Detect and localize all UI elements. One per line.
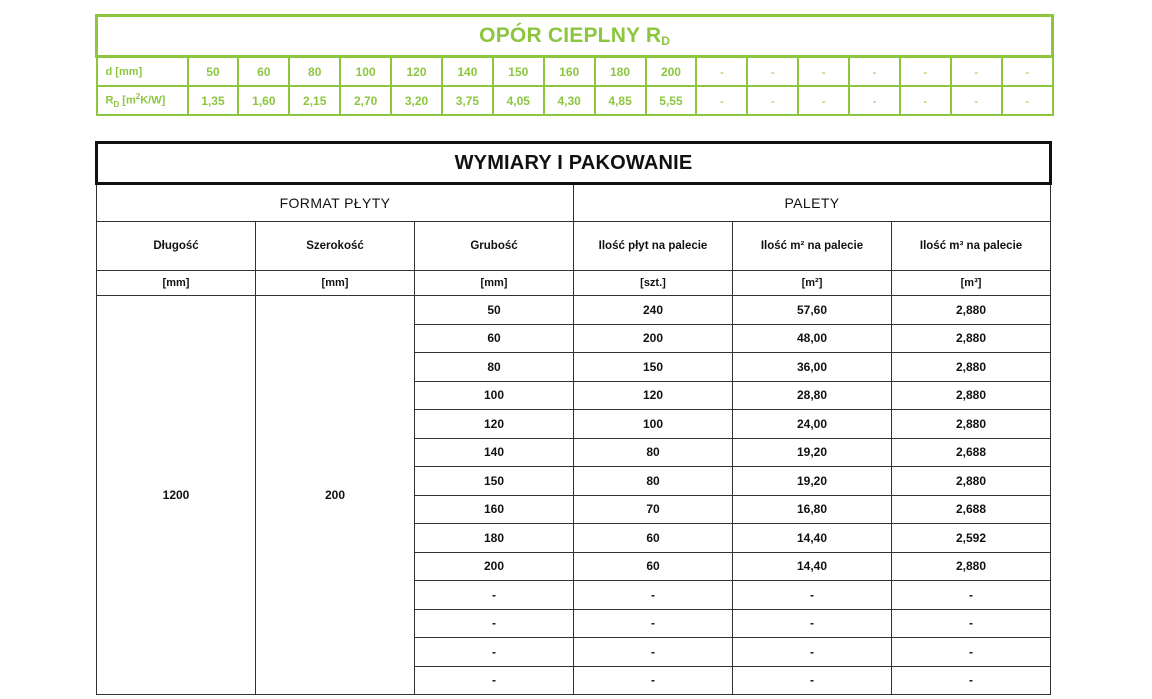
thickness-cell: 150 (415, 467, 574, 496)
unit-width: [mm] (256, 271, 415, 296)
thickness-cell: 160 (415, 495, 574, 524)
m2-per-pallet-cell: 19,20 (733, 438, 892, 467)
boards-per-pallet-cell: 200 (574, 324, 733, 353)
thickness-value: 140 (442, 57, 493, 87)
boards-per-pallet-cell: - (574, 638, 733, 667)
m3-per-pallet-cell: 2,592 (892, 524, 1051, 553)
m2-per-pallet-cell: - (733, 666, 892, 695)
thickness-label: d [mm] (97, 57, 188, 87)
thickness-value: - (849, 57, 900, 87)
boards-per-pallet-cell: - (574, 609, 733, 638)
resistance-value: - (849, 86, 900, 115)
thickness-value: 120 (391, 57, 442, 87)
thickness-cell: - (415, 581, 574, 610)
resistance-value: - (1002, 86, 1053, 115)
resistance-row (97, 86, 1053, 115)
thickness-cell: - (415, 638, 574, 667)
m3-per-pallet-cell: - (892, 581, 1051, 610)
resistance-value: - (747, 86, 798, 115)
boards-per-pallet-cell: 70 (574, 495, 733, 524)
header-thickness: Grubość (415, 222, 574, 271)
boards-per-pallet-cell: - (574, 581, 733, 610)
resistance-value: - (951, 86, 1002, 115)
dimensions-packaging-table (95, 141, 1052, 695)
thickness-value: 180 (595, 57, 646, 87)
m2-per-pallet-cell: 28,80 (733, 381, 892, 410)
thickness-value: 100 (340, 57, 391, 87)
header-width: Szerokość (256, 222, 415, 271)
pallets-section-header: PALETY (574, 184, 1051, 222)
resistance-value: - (900, 86, 951, 115)
m3-per-pallet-cell: 2,880 (892, 353, 1051, 382)
resistance-label: $R_D$ $[m^2K/W]$ (97, 86, 188, 115)
thermal-resistance-table (95, 14, 1054, 116)
boards-per-pallet-cell: 120 (574, 381, 733, 410)
resistance-value: 5,55 (646, 86, 697, 115)
m3-per-pallet-cell: 2,688 (892, 495, 1051, 524)
boards-per-pallet-cell: 60 (574, 552, 733, 581)
thickness-cell: 200 (415, 552, 574, 581)
m3-per-pallet-cell: 2,880 (892, 552, 1051, 581)
thickness-value: - (747, 57, 798, 87)
m2-per-pallet-cell: - (733, 581, 892, 610)
resistance-value: 1,35 (188, 86, 239, 115)
thickness-value: - (1002, 57, 1053, 87)
resistance-value: - (798, 86, 849, 115)
thickness-value: 160 (544, 57, 595, 87)
m2-per-pallet-cell: 24,00 (733, 410, 892, 439)
m3-per-pallet-cell: 2,880 (892, 467, 1051, 496)
resistance-value: 4,30 (544, 86, 595, 115)
boards-per-pallet-cell: 240 (574, 296, 733, 325)
thickness-value: - (951, 57, 1002, 87)
resistance-value: 3,75 (442, 86, 493, 115)
thickness-row (97, 57, 1053, 87)
m2-per-pallet-cell: 36,00 (733, 353, 892, 382)
m3-per-pallet-cell: - (892, 609, 1051, 638)
thickness-value: 80 (289, 57, 340, 87)
table-row (97, 296, 1051, 325)
thickness-value: 200 (646, 57, 697, 87)
thickness-cell: 100 (415, 381, 574, 410)
column-headers (97, 222, 1051, 271)
unit-length: [mm] (97, 271, 256, 296)
resistance-value: 4,05 (493, 86, 544, 115)
thickness-cell: - (415, 609, 574, 638)
unit-thickness: [mm] (415, 271, 574, 296)
boards-per-pallet-cell: 150 (574, 353, 733, 382)
m3-per-pallet-cell: 2,880 (892, 324, 1051, 353)
resistance-value: 4,85 (595, 86, 646, 115)
m2-per-pallet-cell: 14,40 (733, 524, 892, 553)
unit-row (97, 271, 1051, 296)
m3-per-pallet-cell: 2,880 (892, 381, 1051, 410)
thickness-cell: 60 (415, 324, 574, 353)
thickness-cell: 80 (415, 353, 574, 382)
unit-m2: [m²] (733, 271, 892, 296)
boards-per-pallet-cell: 100 (574, 410, 733, 439)
thickness-value: - (798, 57, 849, 87)
resistance-value: 2,15 (289, 86, 340, 115)
boards-per-pallet-cell: 60 (574, 524, 733, 553)
dimensions-body (97, 296, 1051, 695)
resistance-value: 1,60 (238, 86, 289, 115)
boards-per-pallet-cell: 80 (574, 438, 733, 467)
m3-per-pallet-cell: - (892, 666, 1051, 695)
m3-per-pallet-cell: 2,688 (892, 438, 1051, 467)
m3-per-pallet-cell: - (892, 638, 1051, 667)
m2-per-pallet-cell: 48,00 (733, 324, 892, 353)
m2-per-pallet-cell: 57,60 (733, 296, 892, 325)
thickness-value: 50 (188, 57, 239, 87)
thickness-cell: 180 (415, 524, 574, 553)
header-m2-per-pallet: Ilość m² na palecie (733, 222, 892, 271)
boards-per-pallet-cell: - (574, 666, 733, 695)
boards-per-pallet-cell: 80 (574, 467, 733, 496)
m2-per-pallet-cell: 14,40 (733, 552, 892, 581)
thickness-cell: - (415, 666, 574, 695)
thermal-title: OPÓR CIEPLNY $R_D$ (97, 16, 1053, 57)
thickness-value: - (696, 57, 747, 87)
thickness-cell: 140 (415, 438, 574, 467)
header-m3-per-pallet: Ilość m³ na palecie (892, 222, 1051, 271)
unit-m3: [m³] (892, 271, 1051, 296)
thickness-value: 150 (493, 57, 544, 87)
m3-per-pallet-cell: 2,880 (892, 410, 1051, 439)
thickness-cell: 120 (415, 410, 574, 439)
m3-per-pallet-cell: 2,880 (892, 296, 1051, 325)
format-section-header: FORMAT PŁYTY (97, 184, 574, 222)
m2-per-pallet-cell: - (733, 609, 892, 638)
resistance-value: 2,70 (340, 86, 391, 115)
dimensions-title: WYMIARY I PAKOWANIE (97, 143, 1051, 184)
m2-per-pallet-cell: - (733, 638, 892, 667)
m2-per-pallet-cell: 19,20 (733, 467, 892, 496)
resistance-value: - (696, 86, 747, 115)
m2-per-pallet-cell: 16,80 (733, 495, 892, 524)
resistance-value: 3,20 (391, 86, 442, 115)
unit-boards: [szt.] (574, 271, 733, 296)
header-length: Długość (97, 222, 256, 271)
thickness-cell: 50 (415, 296, 574, 325)
thickness-value: 60 (238, 57, 289, 87)
header-boards-per-pallet: Ilość płyt na palecie (574, 222, 733, 271)
width-value: 200 (256, 296, 415, 695)
length-value: 1200 (97, 296, 256, 695)
thickness-value: - (900, 57, 951, 87)
